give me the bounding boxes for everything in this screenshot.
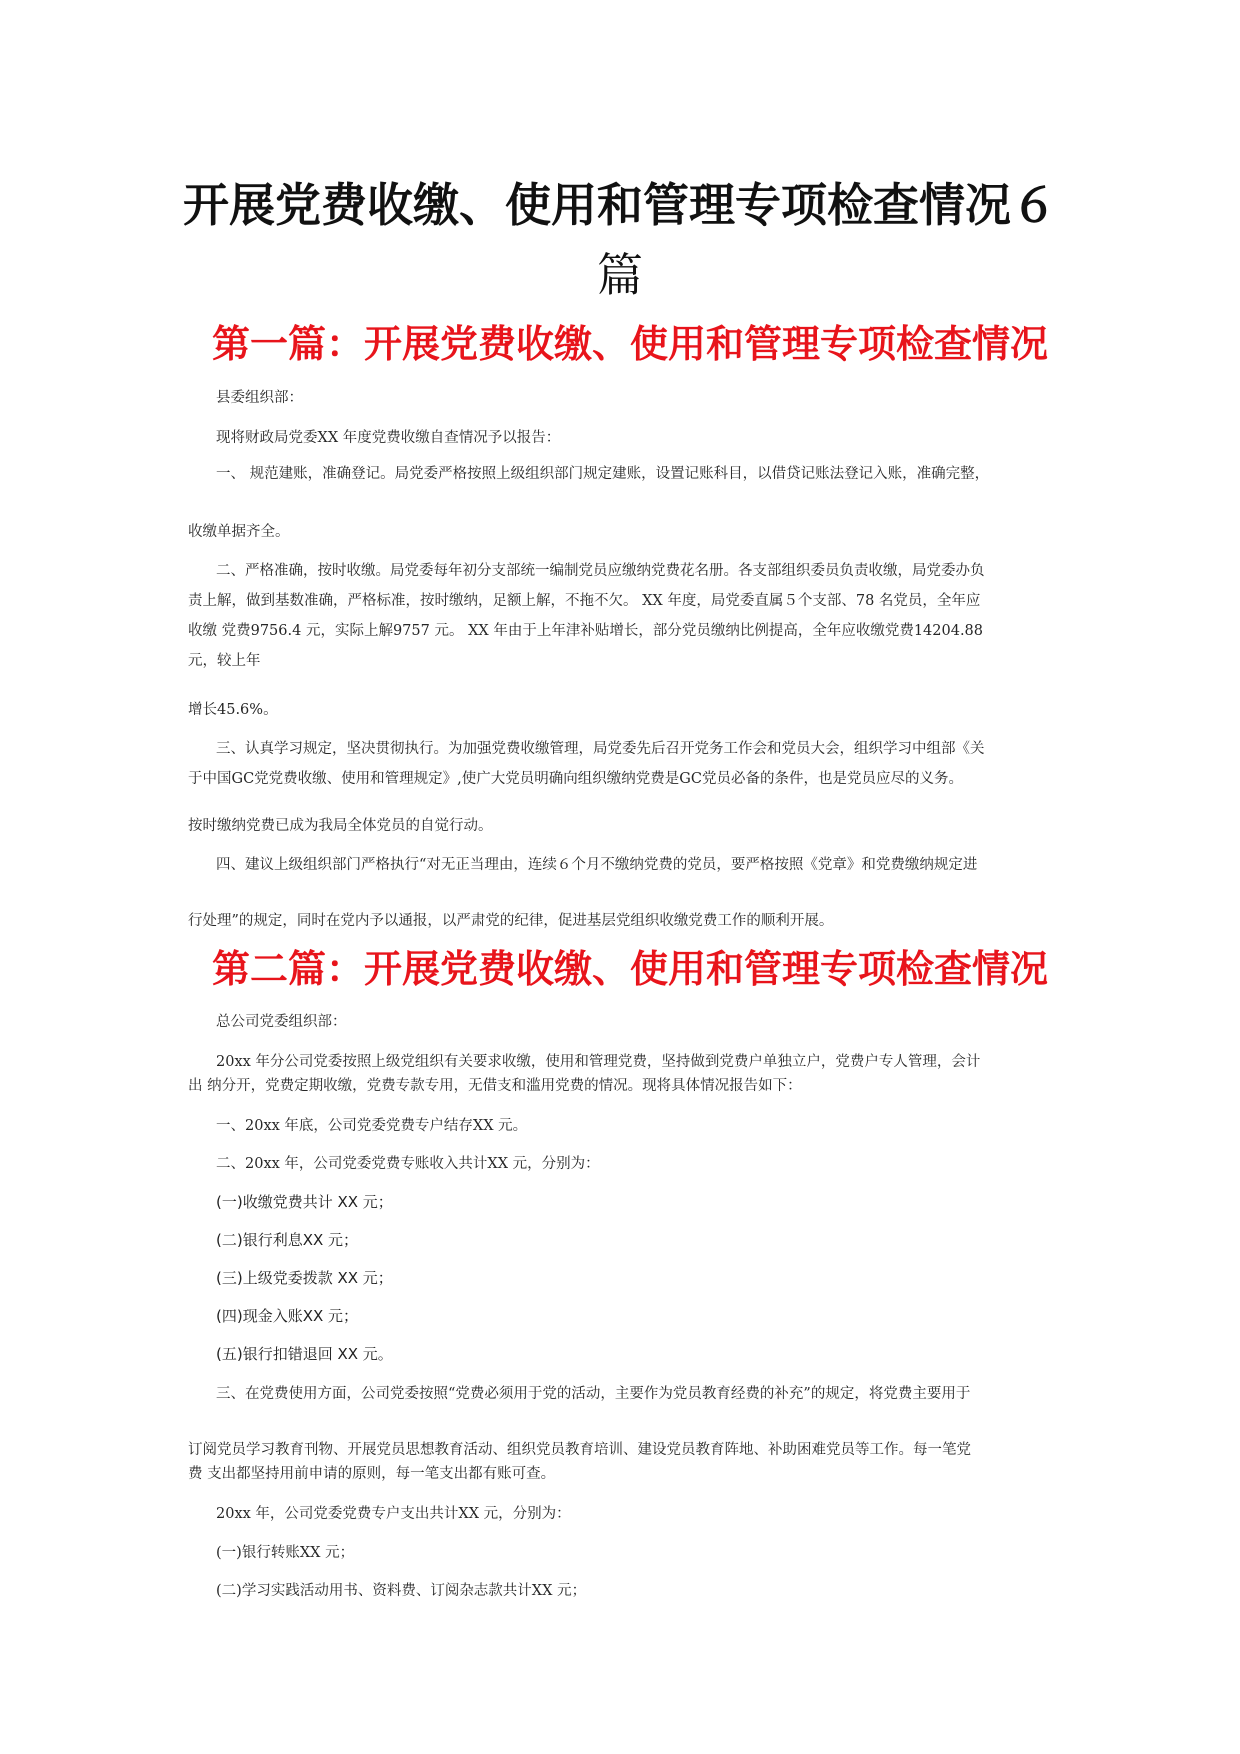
section2-intro-line2: 出 纳分开，党费定期收缴，党费专款专用，无借支和滥用党费的情况。现将具体情况报告如下： [188, 1078, 802, 1094]
section2-item1: 一、20xx 年底，公司党委党费专户结存XX 元。 [216, 1118, 528, 1134]
income-item-2: (二)银行利息XX 元； [216, 1231, 359, 1249]
section1-item1-line2: 收缴单据齐全。 [188, 524, 290, 540]
section2-heading: 第二篇：开展党费收缴、使用和管理专项检查情况 [212, 946, 1049, 991]
section1-item2-line5: 增长45.6%。 [188, 702, 278, 718]
expense-item-1: (一)银行转账XX 元； [216, 1545, 355, 1561]
section2-expense-intro: 20xx 年，公司党委党费专户支出共计XX 元，分别为： [216, 1506, 571, 1522]
section1-item3-line3: 按时缴纳党费已成为我局全体党员的自觉行动。 [188, 818, 493, 834]
section2-item3-line2: 订阅党员学习教育刊物、开展党员思想教育活动、组织党员教育培训、建设党员教育阵地、补助困难党员等工作。每一笔党 [188, 1442, 971, 1458]
income-item-5: (五)银行扣错退回 XX 元。 [216, 1345, 393, 1363]
expense-item-2: (二)学习实践活动用书、资料费、订阅杂志款共计XX 元； [216, 1583, 587, 1599]
section2-intro-line1: 20xx 年分公司党委按照上级党组织有关要求收缴，使用和管理党费，坚持做到党费户单独立户，党费户专人管理，会计 [216, 1054, 981, 1070]
section1-item1-line1: 一、 规范建账，准确登记。局党委严格按照上级组织部门规定建账，设置记账科目，以借贷记账法登记入账，准确完整， [216, 466, 990, 482]
section1-item2-line2: 责上解，做到基数准确，严格标准，按时缴纳，足额上解，不拖不欠。 XX 年度，局党委直属５个支部、78 名党员，全年应 [188, 593, 981, 609]
section2-item3-line1: 三、在党费使用方面，公司党委按照“党费必须用于党的活动，主要作为党员教育经费的补充”的规定，将党费主要用于 [216, 1386, 971, 1402]
section1-item2-line3: 收缴 党费9756.4 元，实际上解9757 元。 XX 年由于上年津补贴增长，部分党员缴纳比例提高，全年应收缴党费14204.88 [188, 623, 984, 639]
income-item-4: (四)现金入账XX 元； [216, 1307, 359, 1325]
section1-item2-line1: 二、严格准确，按时收缴。局党委每年初分支部统一编制党员应缴纳党费花名册。各支部组织委员负责收缴，局党委办负 [216, 563, 985, 579]
section2-salutation: 总公司党委组织部： [216, 1014, 347, 1030]
section1-item3-line1: 三、认真学习规定，坚决贯彻执行。为加强党费收缴管理，局党委先后召开党务工作会和党员大会，组织学习中组部《关 [216, 741, 985, 757]
document-title-line2: 篇 [597, 248, 643, 302]
section2-item3-line3: 费 支出都坚持用前申请的原则，每一笔支出都有账可查。 [188, 1466, 556, 1482]
section1-heading: 第一篇：开展党费收缴、使用和管理专项检查情况 [212, 321, 1049, 366]
section1-intro: 现将财政局党委XX 年度党费收缴自查情况予以报告： [216, 430, 561, 446]
section1-salutation: 县委组织部： [216, 390, 303, 406]
section1-item4-line2: 行处理”的规定，同时在党内予以通报，以严肃党的纪律，促进基层党组织收缴党费工作的顺利开展。 [188, 913, 834, 929]
income-item-3: (三)上级党委拨款 XX 元； [216, 1269, 393, 1287]
document-title-line1: 开展党费收缴、使用和管理专项检查情况６ [183, 178, 1057, 232]
section2-item2: 二、20xx 年，公司党委党费专账收入共计XX 元，分别为： [216, 1156, 600, 1172]
section1-item2-line4: 元，较上年 [188, 653, 261, 669]
income-item-1: (一)收缴党费共计 XX 元； [216, 1193, 393, 1211]
section1-item3-line2: 于中国GC党党费收缴、使用和管理规定》,使广大党员明确向组织缴纳党费是GC党员必备的条件，也是党员应尽的义务。 [188, 771, 963, 787]
section1-item4-line1: 四、建议上级组织部门严格执行“对无正当理由，连续６个月不缴纳党费的党员，要严格按照《党章》和党费缴纳规定进 [216, 857, 978, 873]
